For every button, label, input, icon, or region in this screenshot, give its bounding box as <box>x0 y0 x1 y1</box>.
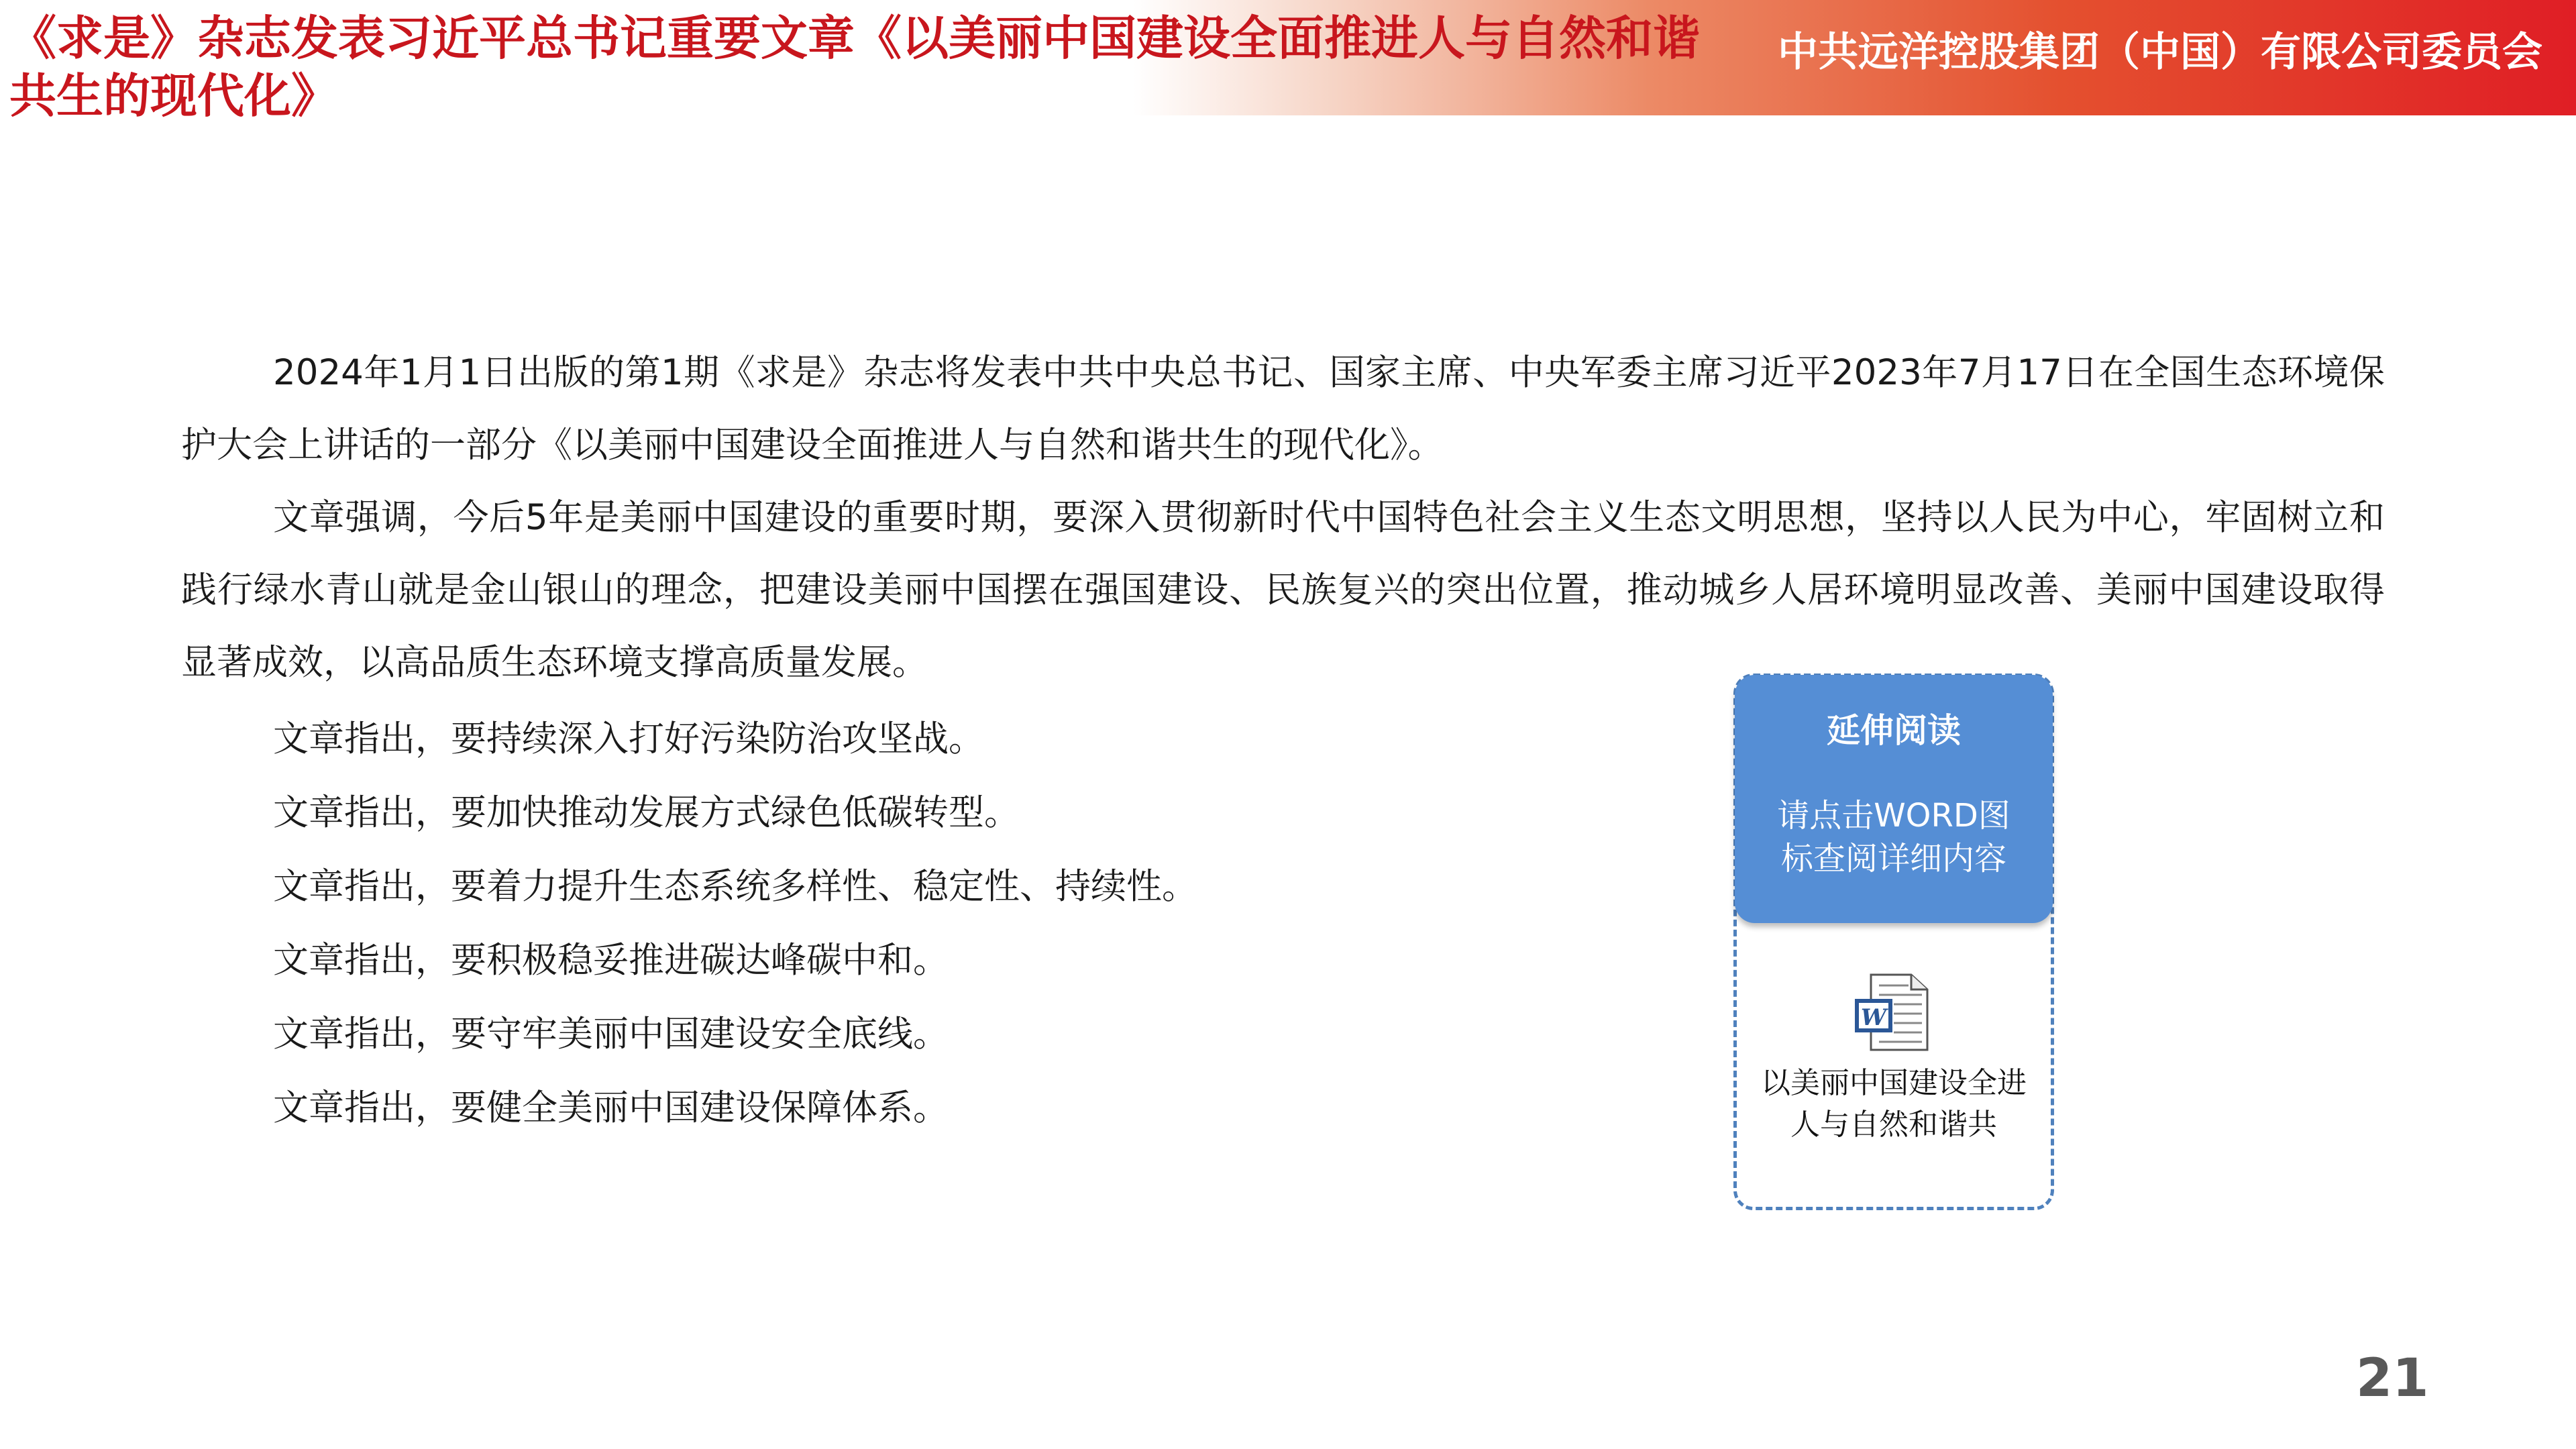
organization-name: 中共远洋控股集团（中国）有限公司委员会 <box>1778 29 2542 76</box>
key-point: 文章指出，要积极稳妥推进碳达峰碳中和。 <box>273 940 949 981</box>
key-point: 文章指出，要健全美丽中国建设保障体系。 <box>273 1087 949 1128</box>
key-point: 文章指出，要着力提升生态系统多样性、稳定性、持续性。 <box>273 866 1197 907</box>
key-points-list <box>273 702 1197 1145</box>
card-hint: 请点击WORD图标查阅详细内容 <box>1777 797 2010 877</box>
page-number: 21 <box>2356 1348 2429 1409</box>
document-name[interactable]: 以美丽中国建设全进人与自然和谐共 <box>1761 1066 2027 1142</box>
word-document-icon[interactable] <box>1852 972 1933 1053</box>
svg-text:W: W <box>1860 1004 1887 1031</box>
paragraph-intro: 2024年1月1日出版的第1期《求是》杂志将发表中共中央总书记、国家主席、中央军委主席习近平2023年7月17日在全国生态环境保护大会上讲话的一部分《以美丽中国建设全面推进人与自然和谐共生的现代化》。 <box>181 352 2385 466</box>
card-title: 延伸阅读 <box>1827 711 1961 750</box>
key-point: 文章指出，要守牢美丽中国建设安全底线。 <box>273 1014 949 1055</box>
key-point: 文章指出，要加快推动发展方式绿色低碳转型。 <box>273 792 1020 833</box>
card-header <box>1735 675 2053 923</box>
key-point: 文章指出，要持续深入打好污染防治攻坚战。 <box>273 718 984 759</box>
article-body <box>181 337 2385 708</box>
paragraph-emphasis: 文章强调，今后5年是美丽中国建设的重要时期，要深入贯彻新时代中国特色社会主义生态文明思想，坚持以人民为中心，牢固树立和践行绿水青山就是金山银山的理念，把建设美丽中国摆在强国建设、民族复兴的突出位置，推动城乡人居环境明显改善、美丽中国建设取得显著成效，以高品质生态环境支撑高质量发展。 <box>181 497 2385 683</box>
page-title: 《求是》杂志发表习近平总书记重要文章《以美丽中国建设全面推进人与自然和谐共生的现代化》 <box>9 11 1700 123</box>
extended-reading-card <box>1733 674 2054 1210</box>
